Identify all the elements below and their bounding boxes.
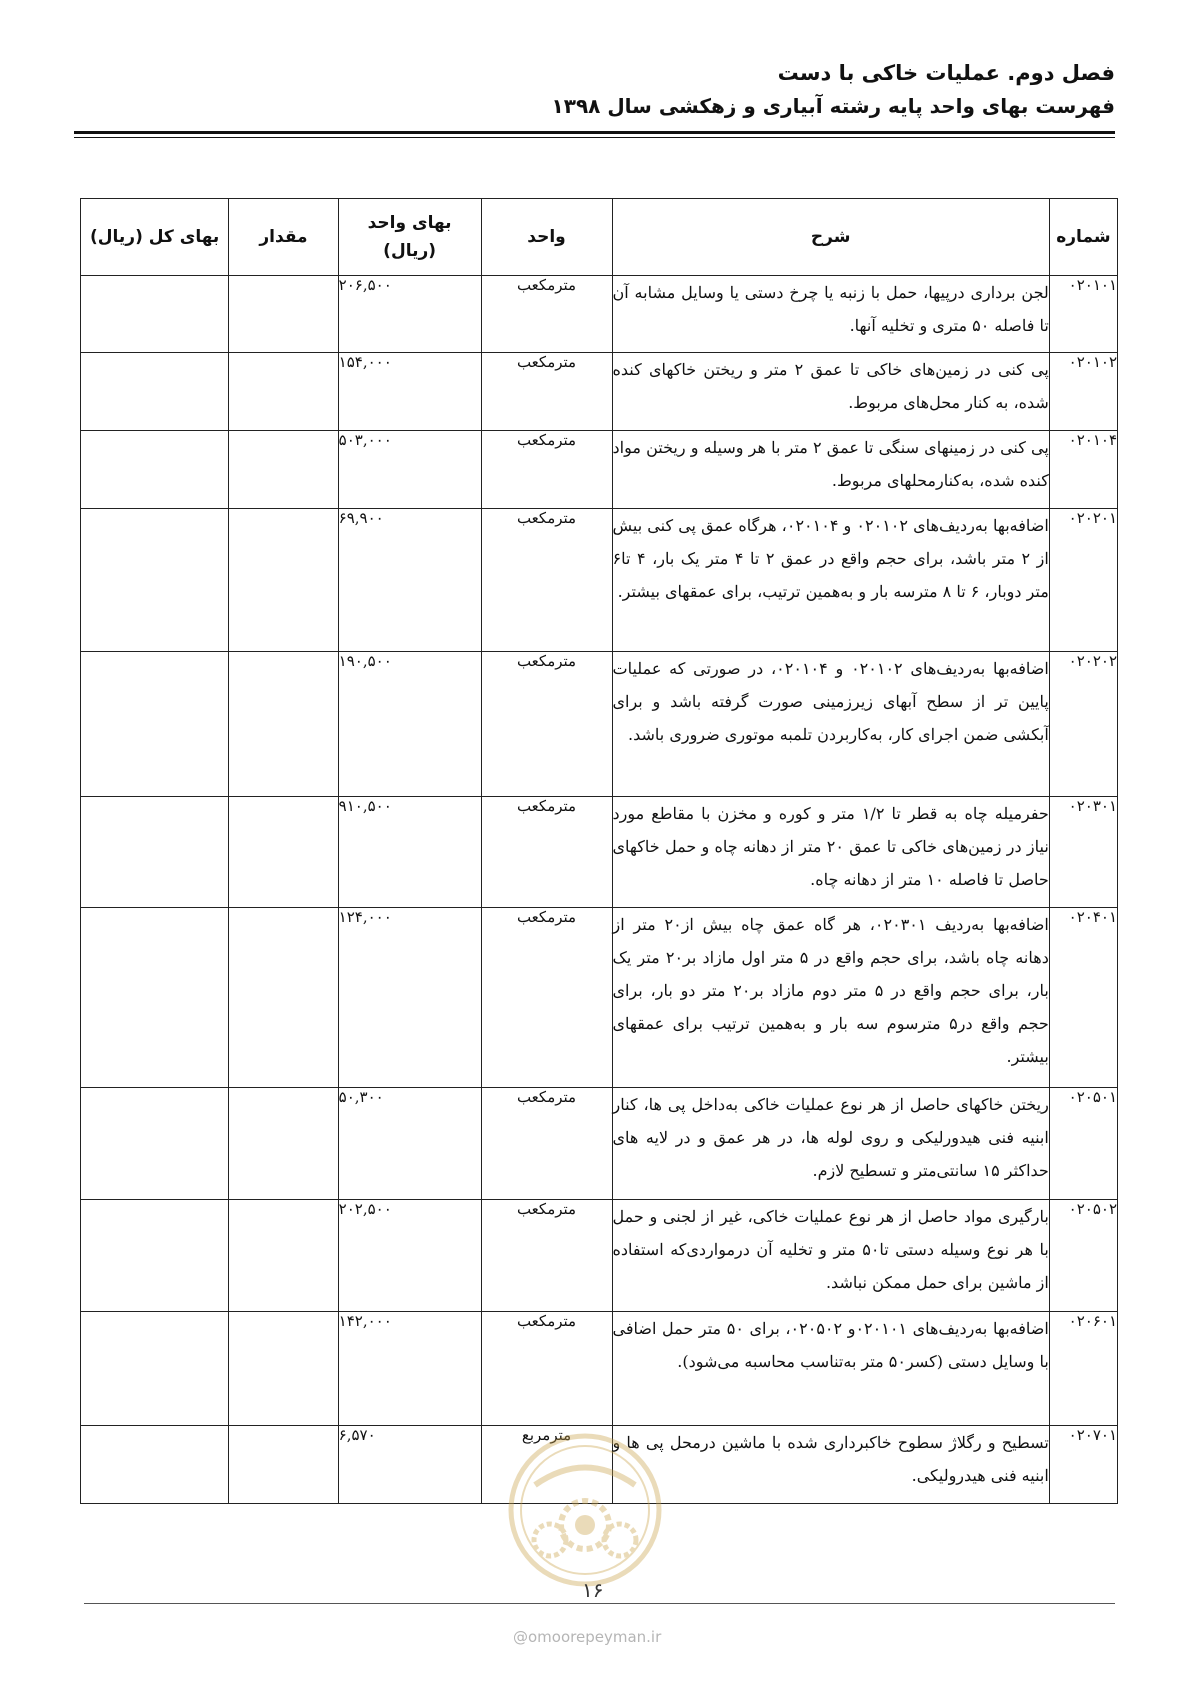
- row-quantity: [229, 908, 338, 1088]
- footer-rule: [84, 1603, 1115, 1604]
- row-total: [81, 1312, 229, 1426]
- row-quantity: [229, 431, 338, 509]
- row-description: بارگیری مواد حاصل از هر نوع عملیات خاکی، غیر از لجنی و حمل با هر نوع وسیله دستی تا۵۰ متر و تخلیه آن درمواردی‌که استفاده از ماشین برای حمل ممکن نباشد.: [612, 1200, 1049, 1312]
- row-unit-price: ۵۰۳,۰۰۰: [338, 431, 481, 509]
- row-unit-price: ۱۵۴,۰۰۰: [338, 353, 481, 431]
- row-unit: مترمکعب: [481, 1088, 612, 1200]
- row-number: ۰۲۰۲۰۲: [1049, 652, 1117, 797]
- row-description: اضافه‌بها به‌ردیف‌های ۰۲۰۱۰۲ و ۰۲۰۱۰۴، هرگاه عمق پی کنی بیش از ۲ متر باشد، برای حجم واقع در عمق ۲ تا ۴ متر یک بار، ۴ تا۶ متر دوبار، ۶ تا ۸ مترسه بار و به‌همین ترتیب، برای عمقهای بیشتر.: [612, 509, 1049, 652]
- row-total: [81, 1088, 229, 1200]
- row-unit-price: ۲۰۲,۵۰۰: [338, 1200, 481, 1312]
- row-number: ۰۲۰۱۰۱: [1049, 276, 1117, 353]
- row-quantity: [229, 276, 338, 353]
- row-description: لجن برداری درپیها، حمل با زنبه یا چرخ دستی یا وسایل مشابه آن تا فاصله ۵۰ متری و تخلیه آنها.: [612, 276, 1049, 353]
- row-description: اضافه‌بها به‌ردیف ۰۲۰۳۰۱، هر گاه عمق چاه بیش از۲۰ متر از دهانه چاه باشد، برای حجم واقع در ۵ متر اول مازاد بر۲۰ متر یک بار، برای حجم واقع در ۵ متر دوم مازاد بر۲۰ متر دو بار، برای حجم واقع در۵ مترسوم سه بار و به‌همین ترتیب برای عمقهای بیشتر.: [612, 908, 1049, 1088]
- row-total: [81, 908, 229, 1088]
- row-unit-price: ۱۹۰,۵۰۰: [338, 652, 481, 797]
- row-number: ۰۲۰۱۰۲: [1049, 353, 1117, 431]
- watermark-seal: [505, 1430, 665, 1590]
- row-unit: مترمکعب: [481, 353, 612, 431]
- table-row: [81, 1312, 1118, 1426]
- table-row: [81, 652, 1118, 797]
- header-rule-thick: [74, 131, 1115, 134]
- row-unit: مترمکعب: [481, 908, 612, 1088]
- row-quantity: [229, 1312, 338, 1426]
- table-row: [81, 276, 1118, 353]
- table-row: [81, 431, 1118, 509]
- table-row: [81, 353, 1118, 431]
- row-total: [81, 353, 229, 431]
- document-subtitle: فهرست بهای واحد پایه رشته آبیاری و زهکشی سال ۱۳۹۸: [551, 94, 1115, 118]
- row-unit: مترمکعب: [481, 509, 612, 652]
- price-list-table: [80, 198, 1118, 1504]
- row-number: ۰۲۰۵۰۲: [1049, 1200, 1117, 1312]
- row-unit: مترمکعب: [481, 431, 612, 509]
- row-description: حفرمیله چاه به قطر تا ۱/۲ متر و کوره و مخزن با مقاطع مورد نیاز در زمین‌های خاکی تا عمق ۲۰ متر از دهانه چاه و حمل خاکهای حاصل تا فاصله ۱۰ متر از دهانه چاه.: [612, 797, 1049, 908]
- row-unit: مترمکعب: [481, 1200, 612, 1312]
- row-unit-price: ۱۴۲,۰۰۰: [338, 1312, 481, 1426]
- row-quantity: [229, 652, 338, 797]
- row-unit-price: ۹۱۰,۵۰۰: [338, 797, 481, 908]
- row-unit-price: ۶,۵۷۰: [338, 1426, 481, 1504]
- page-number: ۱۶: [582, 1578, 604, 1602]
- row-quantity: [229, 353, 338, 431]
- row-total: [81, 1426, 229, 1504]
- row-total: [81, 797, 229, 908]
- row-total: [81, 276, 229, 353]
- row-description: پی کنی در زمینهای سنگی تا عمق ۲ متر با هر وسیله و ریختن مواد کنده شده، به‌کنارمحلهای مربوط.: [612, 431, 1049, 509]
- row-quantity: [229, 797, 338, 908]
- row-unit: مترمکعب: [481, 797, 612, 908]
- row-number: ۰۲۰۶۰۱: [1049, 1312, 1117, 1426]
- row-total: [81, 1200, 229, 1312]
- table-row: [81, 1088, 1118, 1200]
- row-description: اضافه‌بها به‌ردیف‌های ۰۲۰۱۰۱و ۰۲۰۵۰۲، برای ۵۰ متر حمل اضافی با وسایل دستی (کسر۵۰ متر به‌تناسب محاسبه می‌شود).: [612, 1312, 1049, 1426]
- table-row: [81, 797, 1118, 908]
- row-quantity: [229, 1200, 338, 1312]
- page-header: [74, 56, 1115, 122]
- row-number: ۰۲۰۴۰۱: [1049, 908, 1117, 1088]
- header-quantity: مقدار: [229, 199, 338, 276]
- row-unit: مترمکعب: [481, 276, 612, 353]
- row-quantity: [229, 1088, 338, 1200]
- row-total: [81, 509, 229, 652]
- chapter-title: فصل دوم. عملیات خاکی با دست: [777, 61, 1115, 85]
- header-unit: واحد: [481, 199, 612, 276]
- header-total-price: بهای کل (ریال): [81, 199, 229, 276]
- row-quantity: [229, 509, 338, 652]
- row-total: [81, 652, 229, 797]
- table-header-row: [81, 199, 1118, 276]
- table-row: [81, 908, 1118, 1088]
- row-unit-price: ۲۰۶,۵۰۰: [338, 276, 481, 353]
- row-number: ۰۲۰۳۰۱: [1049, 797, 1117, 908]
- header-unit-price: بهای واحد (ریال): [338, 199, 481, 276]
- row-description: ریختن خاکهای حاصل از هر نوع عملیات خاکی به‌داخل پی ها، کنار ابنیه فنی هیدورلیکی و روی لوله ها، در هر عمق و در لایه های حداکثر ۱۵ سانتی‌متر و تسطیح لازم.: [612, 1088, 1049, 1200]
- row-unit: مترمکعب: [481, 652, 612, 797]
- row-unit-price: ۵۰,۳۰۰: [338, 1088, 481, 1200]
- row-description: تسطیح و رگلاژ سطوح خاکبرداری شده با ماشین درمحل پی ها و ابنیه فنی هیدرولیکی.: [612, 1426, 1049, 1504]
- row-number: ۰۲۰۲۰۱: [1049, 509, 1117, 652]
- header-description: شرح: [612, 199, 1049, 276]
- row-unit-price: ۶۹,۹۰۰: [338, 509, 481, 652]
- row-unit-price: ۱۲۴,۰۰۰: [338, 908, 481, 1088]
- table-row: [81, 509, 1118, 652]
- row-description: پی کنی در زمین‌های خاکی تا عمق ۲ متر و ریختن خاکهای کنده شده، به کنار محل‌های مربوط.: [612, 353, 1049, 431]
- row-unit: مترمکعب: [481, 1312, 612, 1426]
- row-number: ۰۲۰۱۰۴: [1049, 431, 1117, 509]
- table-row: [81, 1200, 1118, 1312]
- header-number: شماره: [1049, 199, 1117, 276]
- row-description: اضافه‌بها به‌ردیف‌های ۰۲۰۱۰۲ و ۰۲۰۱۰۴، در صورتی که عملیات پایین تر از سطح آبهای زیرزمینی صورت گرفته باشد و برای آبکشی ضمن اجرای کار، به‌کاربردن تلمبه موتوری ضروری باشد.: [612, 652, 1049, 797]
- row-unit: مترمربع: [481, 1426, 612, 1504]
- website-watermark: @omoorepeyman.ir: [513, 1628, 662, 1646]
- row-total: [81, 431, 229, 509]
- row-number: ۰۲۰۵۰۱: [1049, 1088, 1117, 1200]
- row-number: ۰۲۰۷۰۱: [1049, 1426, 1117, 1504]
- row-quantity: [229, 1426, 338, 1504]
- header-rule-thin: [74, 137, 1115, 138]
